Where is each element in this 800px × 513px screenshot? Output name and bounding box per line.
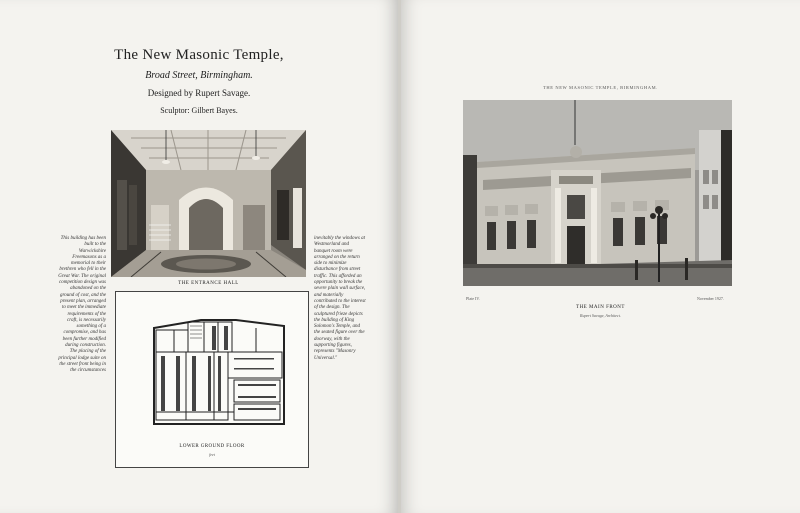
plate-number: Plate IV.: [466, 296, 480, 301]
page-title: The New Masonic Temple,: [114, 47, 284, 63]
body-text-left-column: This building has been built to the Warwickshire Freemasons as a memorial to their brethren who fell in the Great War. The original competition design was abandoned on the ground of cost, and the present plan, arranged to meet the immediate requirements of the craft, is necessarily something of a compromise, and has been further modified during construction. The placing of the principal lodge suite on the street front being in the circumstances: [58, 236, 106, 374]
sculptor-credit: Sculptor: Gilbert Bayes.: [160, 106, 238, 115]
floor-plan-drawing: [116, 292, 308, 442]
floor-plan-frame: [115, 291, 309, 468]
main-front-caption: THE MAIN FRONT: [576, 305, 625, 310]
body-text-right-column: inevitably the windows at Westmorland and banquet room were arranged on the return side to minimize disturbance from street traffic. This afforded an opportunity to break the severe plain wall surface, and materially contributed to the interest of the design. The sculptured frieze depicts the building of King Solomon's Temple, and the seated figure over the doorway, with the supporting figures, represents "Masonry Universal.": [314, 236, 366, 361]
main-front-photo: [463, 100, 732, 286]
entrance-hall-caption: THE ENTRANCE HALL: [178, 281, 239, 286]
designer-credit: Designed by Rupert Savage.: [147, 88, 251, 98]
floor-plan-caption: LOWER GROUND FLOOR: [179, 444, 245, 449]
left-page: [0, 0, 398, 513]
running-head: THE NEW MASONIC TEMPLE, BIRMINGHAM.: [543, 85, 658, 90]
plate-date: November 1927.: [697, 296, 724, 301]
entrance-hall-photo: [111, 130, 306, 277]
main-front-subcaption: Rupert Savage, Architect.: [580, 313, 621, 318]
floor-plan-scale: feet: [209, 452, 215, 457]
page-subtitle: Broad Street, Birmingham.: [145, 70, 253, 81]
